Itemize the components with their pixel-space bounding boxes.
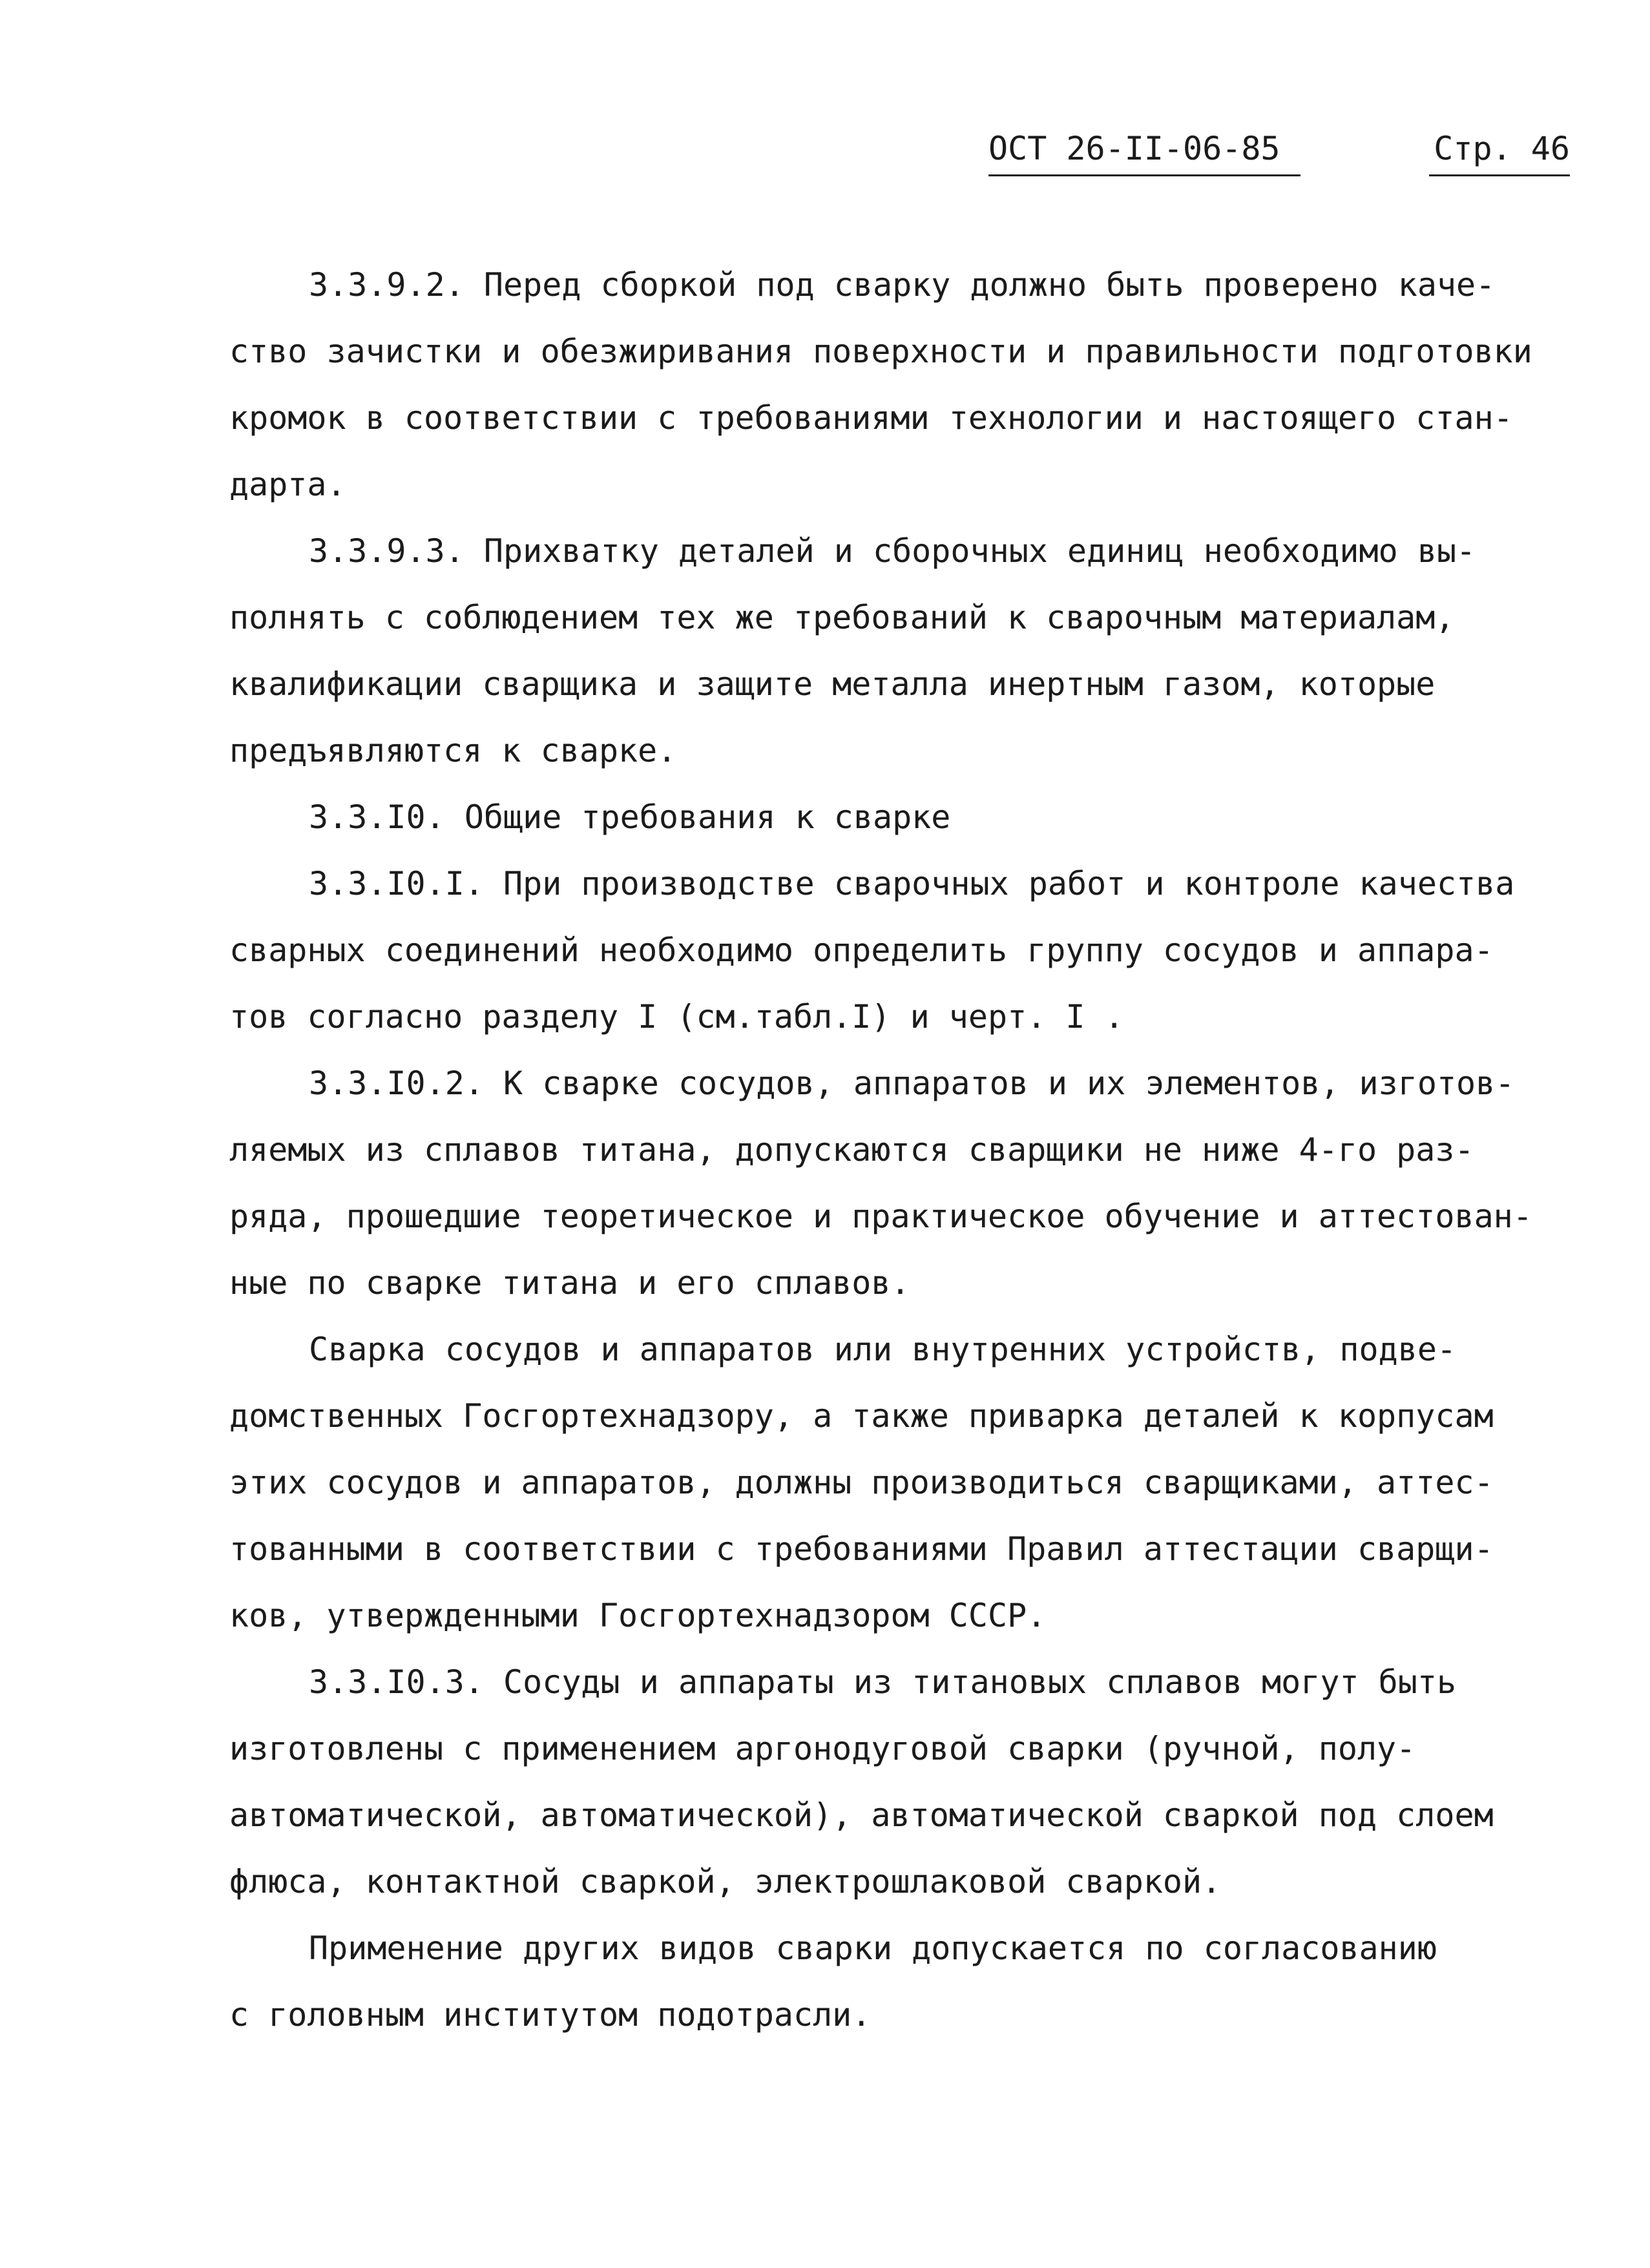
paragraph-3-3-9-2: 3.3.9.2. Перед сборкой под сварку должно быть проверено каче- ство зачистки и обезжиривания поверхности и правильности подготовки кромок в соответствии с требованиями технологии и настоящего стан- дарта. (229, 266, 1532, 503)
section-heading-3-3-10: 3.3.I0. Общие требования к сварке (309, 798, 951, 836)
page-number: Стр. 46 (1429, 123, 1570, 176)
paragraph-3-3-10-1: 3.3.I0.I. При производстве сварочных работ и контроле качества сварных соединений необходимо определить группу сосудов и аппара- тов согласно разделу I (см.табл.I) и черт. I . (229, 865, 1515, 1035)
paragraph-3-3-9-3: 3.3.9.3. Прихватку деталей и сборочных единиц необходимо вы- полнять с соблюдением тех же требований к сварочным материалам, квалификации сварщика и защите металла инертным газом, которые предъявляются к сварке. (229, 532, 1476, 769)
paragraph-3-3-10-3: 3.3.I0.3. Сосуды и аппараты из титановых сплавов могут быть изготовлены с применением аргонодуговой сварки (ручной, полу- автоматической, автоматической), автоматической сваркой под слоем флюса, контактной сваркой, электрошлаковой сваркой. (229, 1663, 1494, 1900)
paragraph-3-3-10-2: 3.3.I0.2. К сварке сосудов, аппаратов и их элементов, изготов- ляемых из сплавов титана, допускаются сварщики не ниже 4-го раз- ряда, прошедшие теоретическое и практическое обучение и аттестован- ные по сварке титана и его сплавов. (229, 1065, 1532, 1302)
paragraph-other-welding-methods: Применение других видов сварки допускается по согласованию с головным институтом подотрасли. (229, 1930, 1437, 2034)
page-header (988, 123, 1570, 174)
document-code: ОСТ 26-II-06-85 (988, 123, 1300, 176)
document-body (229, 252, 1576, 2048)
paragraph-welder-certification: Сварка сосудов и аппаратов или внутренних устройств, подве- домственных Госгортехнадзору, а также приварка деталей к корпусам этих сосудов и аппаратов, должны производиться сварщиками, аттес- тованными в соответствии с требованиями Правил аттестации сварщи- ков, утвержденными Госгортехнадзором СССР. (229, 1331, 1494, 1634)
